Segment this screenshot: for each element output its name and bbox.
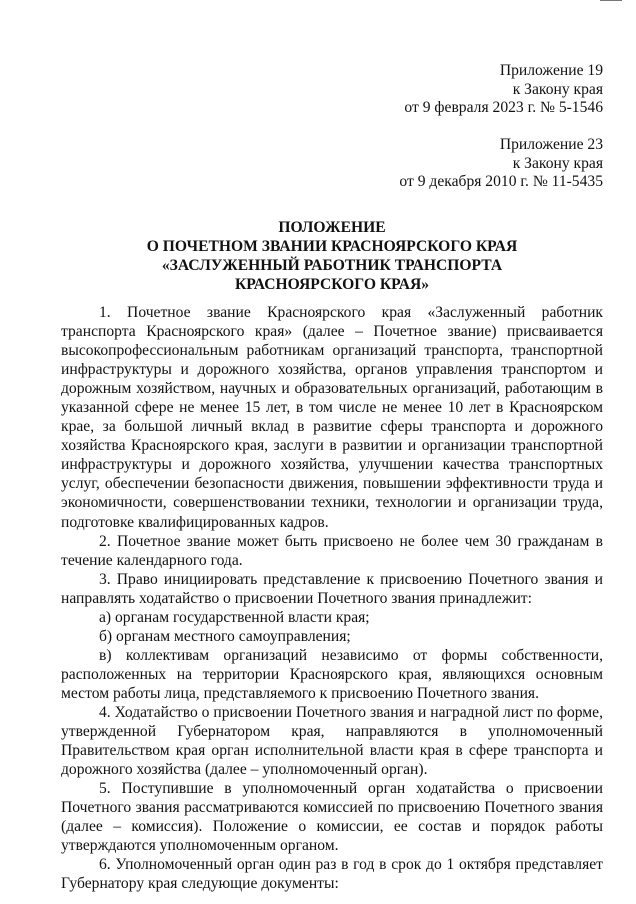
paragraph-6: 6. Уполномоченный орган один раз в год в срок до 1 октября представляет Губернатору края следующие документы:	[61, 856, 603, 893]
subitem-c: в) коллективам организаций независимо от формы собственности, расположенных на территории Красноярского края, являющихся основным местом работы лица, представляемого к присвоению Почетного звания.	[61, 646, 603, 702]
subitem-a: а) органам государственной власти края;	[99, 608, 370, 626]
title-line: ПОЛОЖЕНИЕ	[278, 219, 386, 236]
document-body	[61, 303, 603, 893]
paragraph-1: 1. Почетное звание Красноярского края «Заслуженный работник транспорта Красноярского края» (далее – Почетное звание) присваивается высокопрофессиональным работникам организаций транспорта, транспортной инфраструктуры и дорожного хозяйства, органов управления транспортом и дорожным хозяйством, научных и образовательных организаций, работающим в указанной сфере не менее 15 лет, в том числе не менее 10 лет в Красноярском крае, за большой личный вклад в развитие сферы транспорта и дорожного хозяйства Красноярского края, заслуги в развитии и организации транспортной инфраструктуры и дорожного хозяйства, улучшении качества транспортных услуг, обеспечении безопасности движения, повышении эффективности труда и экономичности, совершенствовании техники, технологии и организации труда, подготовке квалифицированных кадров.	[61, 304, 603, 531]
appendix-reference-2010	[399, 136, 603, 192]
paragraph-2: 2. Почетное звание может быть присвоено не более чем 30 гражданам в течение календарного года.	[61, 532, 603, 569]
title-line: О ПОЧЕТНОМ ЗВАНИИ КРАСНОЯРСКОГО КРАЯ	[146, 238, 518, 255]
appendix-reference-2023	[404, 62, 603, 118]
appendix-number: Приложение 19	[499, 62, 603, 79]
document-title	[61, 218, 603, 294]
title-line: КРАСНОЯРСКОГО КРАЯ»	[234, 276, 430, 293]
subitem-b: б) органам местного самоуправления;	[99, 627, 351, 645]
paragraph-5: 5. Поступившие в уполномоченный орган ходатайства о присвоении Почетного звания рассматриваются комиссией по присвоению Почетного звания (далее – комиссия). Положение о комиссии, ее состав и порядок работы утверждаются уполномоченным органом.	[61, 780, 603, 855]
appendix-law-ref: к Закону края	[512, 154, 603, 172]
appendix-number: Приложение 23	[499, 136, 603, 153]
title-line: «ЗАСЛУЖЕННЫЙ РАБОТНИК ТРАНСПОРТА	[161, 257, 503, 274]
appendix-law-date: от 9 декабря 2010 г. № 11-5435	[399, 173, 603, 190]
appendix-law-ref: к Закону края	[512, 80, 603, 98]
paragraph-3: 3. Право инициировать представление к присвоению Почетного звания и направлять ходатайство о присвоении Почетного звания принадлежит:	[61, 570, 603, 607]
paragraph-4: 4. Ходатайство о присвоении Почетного звания и наградной лист по форме, утвержденной Губернатором края, направляются в уполномоченный Правительством края орган исполнительной власти края в сфере транспорта и дорожного хозяйства (далее – уполномоченный орган).	[61, 703, 603, 779]
scan-corner-mark	[600, 0, 622, 4]
appendix-law-date: от 9 февраля 2023 г. № 5-1546	[404, 99, 603, 116]
